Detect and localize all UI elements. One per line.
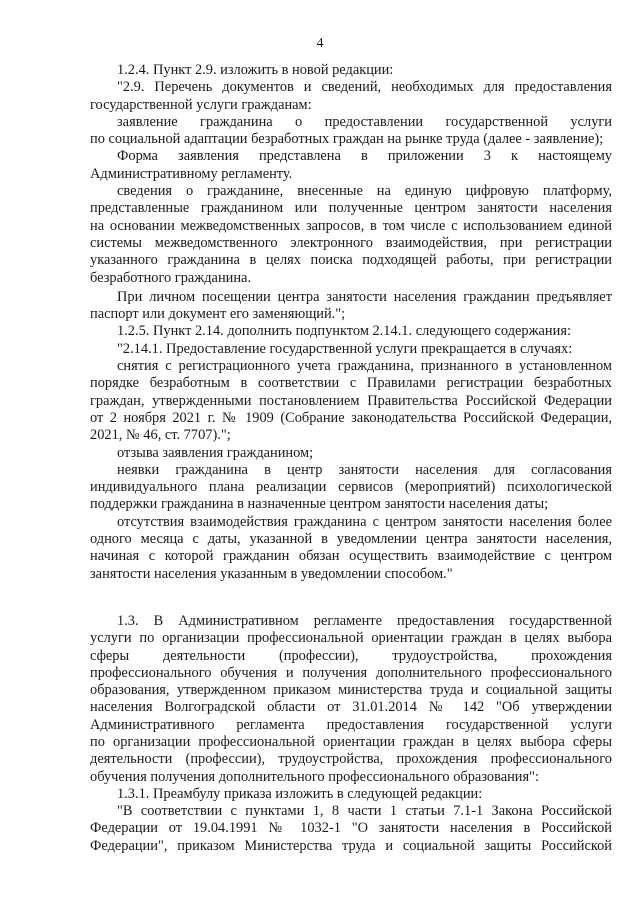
page-number: 4 [316,36,324,51]
text-line: паспорт или документ его заменяющий."; [90,306,346,323]
document-body [90,62,612,855]
text-line: по организации профессиональной ориентации граждан в целях выбора сферы [90,733,612,750]
text-line: системы межведомственного электронного взаимодействия, при регистрации [90,234,612,251]
text-line: безработного гражданина. [90,269,252,286]
text-line: "2.14.1. Предоставление государственной услуги прекращается в случаях: [117,340,573,357]
text-line: деятельности (профессии), трудоустройства, прохождения профессионального [90,751,612,768]
text-line: профессионального обучения и получения дополнительного профессионального [90,664,612,681]
text-line: Федерации", приказом Министерства труда и социальной защиты Российской [90,837,612,854]
text-line: снятия с регистрационного учета гражданина, признанного в установленном [117,358,612,375]
text-line: сферы деятельности (профессии), трудоустройства, прохождения [90,647,612,664]
text-line: индивидуального плана реализации сервисов (мероприятий) психологической [90,479,612,496]
text-line: поддержки гражданина в назначенные центром занятости населения даты; [90,496,549,513]
text-line: Федерации от 19.04.1991 № 1032-1 "О занятости населения в Российской [90,820,612,837]
text-line: по социальной адаптации безработных граждан на рынке труда (далее - заявление); [90,131,604,148]
text-line: сведения о гражданине, внесенные на единую цифровую платформу, [117,183,612,200]
text-line: порядке безработным в соответствии с Правилами регистрации безработных [90,375,612,392]
text-line: 1.3. В Административном регламенте предоставления государственной [117,612,612,629]
text-line: Административного регламента предоставления государственной услуги [90,716,612,733]
text-line: представленные гражданином или полученные центром занятости населения [90,200,612,217]
text-line: указанного гражданина в целях поиска подходящей работы, при регистрации [90,252,612,269]
text-line: 1.3.1. Преамбулу приказа изложить в следующей редакции: [117,785,483,802]
text-line: 1.2.5. Пункт 2.14. дополнить подпунктом 2.14.1. следующего содержания: [117,323,571,340]
text-line: начиная с которой гражданин обязан осуществить взаимодействие с центром [90,548,612,565]
text-line: 1.2.4. Пункт 2.9. изложить в новой редакции: [117,62,394,78]
text-line: занятости населения указанным в уведомлении способом." [90,565,453,582]
text-line: отсутствия взаимодействия гражданина с центром занятости населения более [117,513,612,530]
text-line: Форма заявления представлена в приложении 3 к настоящему [117,148,612,165]
text-line: заявление гражданина о предоставлении государственной услуги [117,113,612,130]
text-line: Административному регламенту. [90,165,293,182]
text-line: "2.9. Перечень документов и сведений, необходимых для предоставления [117,79,612,96]
text-line: государственной услуги гражданам: [90,96,312,113]
text-line: населения Волгоградской области от 31.01.2014 № 142 "Об утверждении [90,699,612,716]
text-line: от 2 ноября 2021 г. № 1909 (Собрание законодательства Российской Федерации, [90,409,612,426]
text-line: 2021, № 46, ст. 7707)."; [90,427,231,444]
text-line: одного месяца с даты, указанной в уведомлении центра занятости населения, [90,531,612,548]
text-line: отзыва заявления гражданином; [117,444,314,461]
text-line: обучения получения дополнительного профессионального образования": [90,768,540,785]
text-line: на основании межведомственных запросов, в том числе с использованием единой [90,217,612,234]
text-line: граждан, утвержденными постановлением Правительства Российской Федерации [90,392,612,409]
text-line: неявки гражданина в центр занятости населения для согласования [117,461,612,478]
text-line: образования, утвержденном приказом министерства труда и социальной защиты [90,682,612,699]
text-line: услуги по организации профессиональной ориентации граждан в целях выбора [90,630,612,647]
text-line: "В соответствии с пунктами 1, 8 части 1 статьи 7.1-1 Закона Российской [117,803,612,820]
text-line: При личном посещении центра занятости населения гражданин предъявляет [117,288,612,305]
